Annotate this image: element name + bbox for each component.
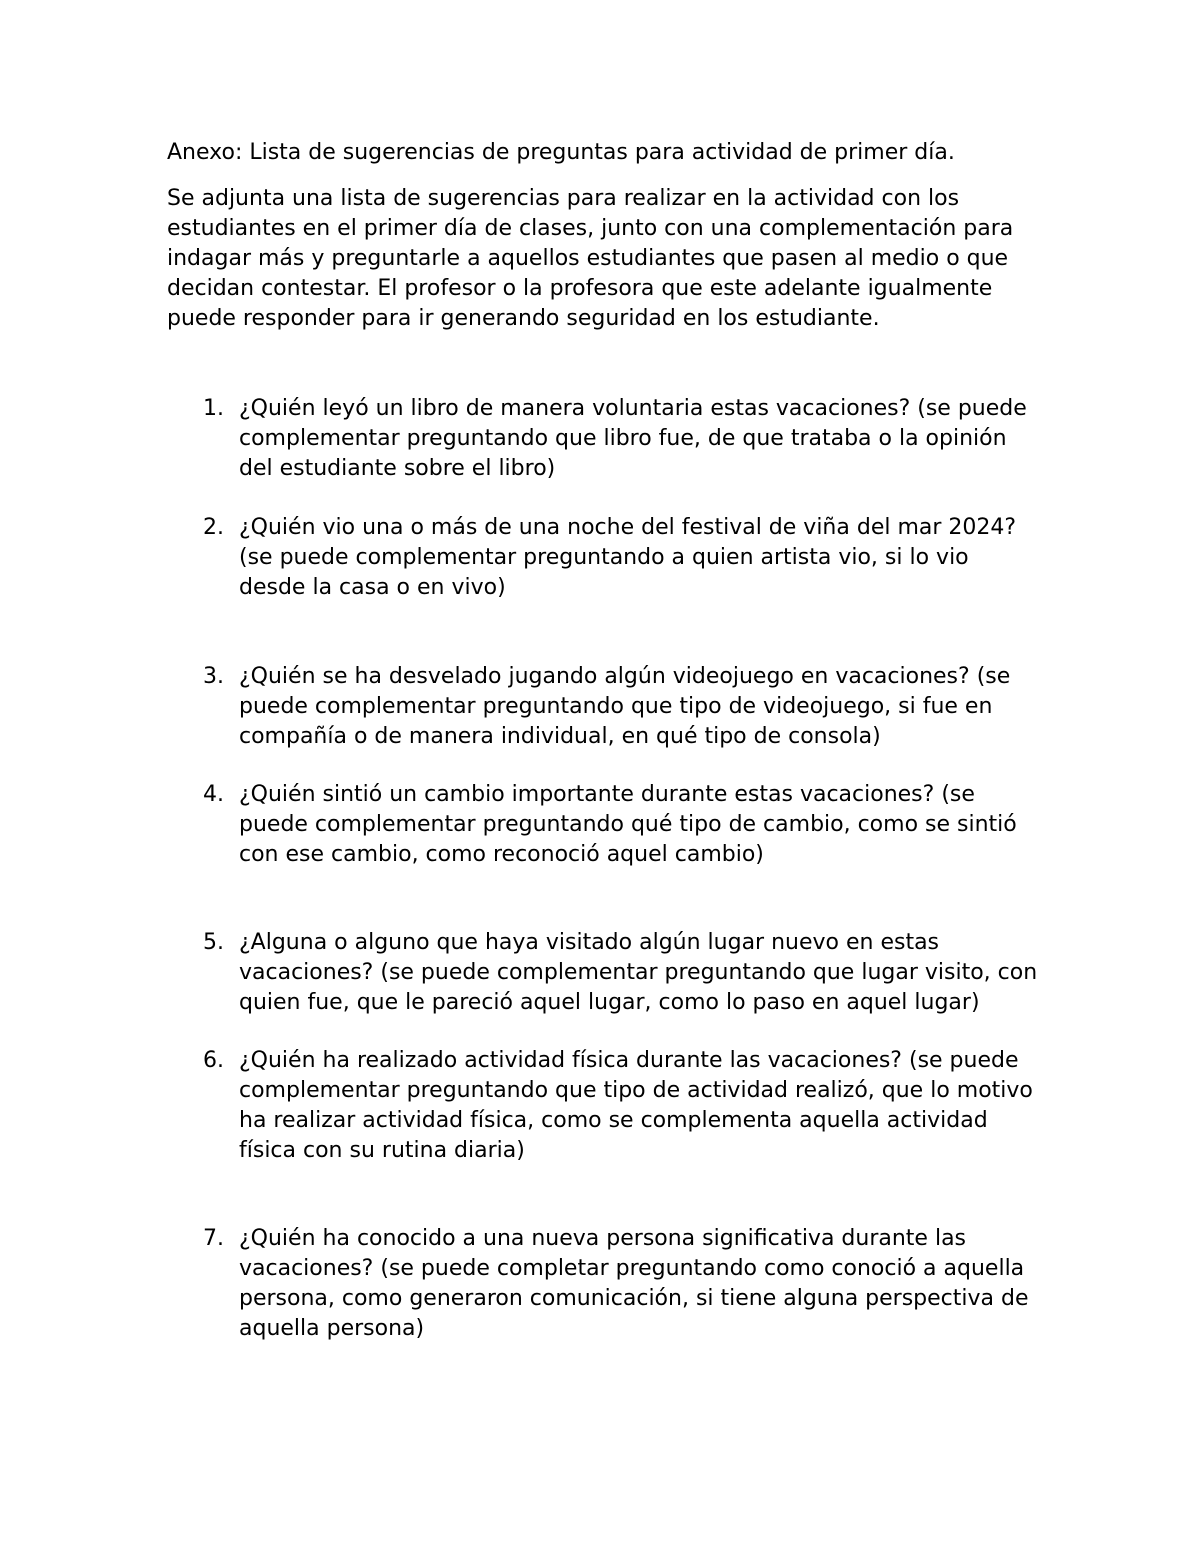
question-text: ¿Quién leyó un libro de manera voluntaria estas vacaciones? (se puede complementar preguntando que libro fue, de que trataba o la opinión del estudiante sobre el libro) [239, 396, 1027, 481]
question-text: ¿Quién ha realizado actividad física durante las vacaciones? (se puede complementar preguntando que tipo de actividad realizó, que lo motivo ha realizar actividad física, como se complementa aquella actividad física con su rutina diaria) [239, 1048, 1033, 1163]
intro-paragraph: Se adjunta una lista de sugerencias para realizar en la actividad con los estudiantes en el primer día de clases, junto con una complementación para indagar más y preguntarle a aquellos estudiantes que pasen al medio o que decidan contestar. El profesor o la profesora que este adelante igualmente puede responder para ir generando seguridad en los estudiante. [167, 186, 1014, 331]
question-item-6 [167, 1046, 1039, 1166]
document-body [167, 138, 1047, 1344]
question-number: 4. [203, 782, 224, 807]
question-list [167, 394, 1047, 1344]
question-text: ¿Quién ha conocido a una nueva persona significativa durante las vacaciones? (se puede completar preguntando como conoció a aquella persona, como generaron comunicación, si tiene alguna perspectiva de aquella persona) [239, 1226, 1029, 1341]
question-item-2 [167, 513, 1039, 603]
question-item-4 [167, 780, 1039, 870]
document-heading: Anexo: Lista de sugerencias de preguntas para actividad de primer día. [167, 140, 955, 165]
question-text: ¿Alguna o alguno que haya visitado algún lugar nuevo en estas vacaciones? (se puede complementar preguntando que lugar visito, con quien fue, que le pareció aquel lugar, como lo paso en aquel lugar) [239, 930, 1038, 1015]
question-number: 7. [203, 1226, 224, 1251]
question-number: 5. [203, 930, 224, 955]
question-text: ¿Quién se ha desvelado jugando algún videojuego en vacaciones? (se puede complementar preguntando que tipo de videojuego, si fue en compañía o de manera individual, en qué tipo de consola) [239, 664, 1011, 749]
question-item-3 [167, 662, 1039, 752]
question-text: ¿Quién sintió un cambio importante durante estas vacaciones? (se puede complementar preguntando qué tipo de cambio, como se sintió con ese cambio, como reconoció aquel cambio) [239, 782, 1017, 867]
question-item-1 [167, 394, 1039, 484]
question-number: 1. [203, 396, 224, 421]
question-text: ¿Quién vio una o más de una noche del festival de viña del mar 2024? (se puede complementar preguntando a quien artista vio, si lo vio desde la casa o en vivo) [239, 515, 1017, 600]
question-number: 6. [203, 1048, 224, 1073]
question-item-5 [167, 928, 1039, 1018]
question-item-7 [167, 1224, 1039, 1344]
question-number: 2. [203, 515, 224, 540]
question-number: 3. [203, 664, 224, 689]
